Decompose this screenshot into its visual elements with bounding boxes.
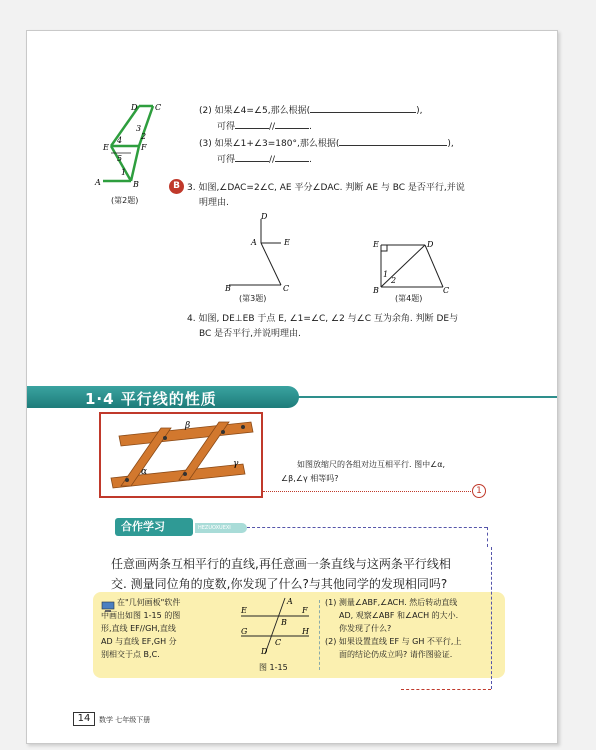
fig115-label-B: B	[281, 618, 287, 627]
activity-dash-bottom	[401, 689, 491, 690]
figure-3	[223, 213, 303, 293]
fig2-label-3: 3	[136, 124, 142, 133]
page-number: 14	[73, 712, 95, 726]
fig3-label-E: E	[284, 238, 290, 247]
q2-line1: (2) 如果∠4=∠5,那么根据( ),	[199, 103, 423, 118]
activity-left-line-4: AD 与直线 EF,GH 分	[101, 637, 177, 646]
activity-dash-right	[491, 547, 492, 689]
activity-right-line-2: AD, 观察∠ABF 和∠ACH 的大小.	[339, 611, 459, 620]
fig115-label-F: F	[302, 606, 308, 615]
fig4-caption: (第4题)	[395, 294, 423, 303]
q3-line2: 明理由.	[199, 198, 229, 208]
fig2-label-5: 5	[117, 154, 123, 163]
fig4-label-B: B	[373, 286, 379, 295]
fig2-label-A: A	[95, 178, 101, 187]
photo-label-beta: β	[185, 421, 191, 431]
intro-line2: ∠β,∠γ 相等吗?	[281, 474, 339, 483]
figure-1-15	[239, 596, 311, 656]
q2-line2: 可得 // .	[217, 119, 312, 134]
fig2-label-B: B	[133, 180, 139, 189]
fig115-label-G: G	[241, 627, 248, 636]
activity-right-line-1: (1) 测量∠ABF,∠ACH. 然后转动直线	[325, 598, 458, 607]
fig115-label-D: D	[261, 647, 268, 656]
activity-right-line-3: 你发现了什么?	[339, 624, 392, 633]
activity-right-line-5: 面的结论仍成立吗? 请作图验证.	[339, 650, 453, 659]
level-b-badge: B	[169, 179, 184, 194]
textbook-page	[26, 30, 558, 744]
activity-left-line-5: 别相交于点 B,C.	[101, 650, 160, 659]
activity-right-text	[325, 596, 501, 661]
footer-book-title: 数学 七年级下册	[99, 716, 151, 724]
main-line1: 任意画两条互相平行的直线,再任意画一条直线与这两条平行线相	[111, 557, 451, 571]
fig3-caption: (第3题)	[239, 294, 267, 303]
fig4-label-E: E	[373, 240, 379, 249]
fig2-label-2: 2	[141, 132, 147, 141]
marker-circle-1: 1	[472, 484, 486, 498]
fig3-label-B: B	[225, 284, 231, 293]
fig3-label-C: C	[283, 284, 290, 293]
q4-line2: BC 是否平行,并说明理由.	[199, 329, 301, 339]
fig115-caption: 图 1-15	[259, 663, 288, 672]
section-title: 1·4 平行线的性质	[85, 390, 217, 408]
figure-2	[91, 101, 161, 193]
fig3-label-A: A	[251, 238, 257, 247]
coop-learning-sub: HEZUOXUEXI	[195, 523, 247, 533]
q3-top-line2: 可得 // .	[217, 152, 312, 167]
fig115-label-E: E	[241, 606, 247, 615]
pantograph-photo	[99, 412, 263, 498]
activity-left-text	[101, 596, 209, 661]
fig115-label-H: H	[302, 627, 309, 636]
activity-left-line-1: 在"几何画板"软件	[117, 598, 181, 607]
q3-top-line1: (3) 如果∠1+∠3=180°,那么根据( ),	[199, 136, 454, 151]
fig2-label-4: 4	[117, 136, 123, 145]
fig115-label-C: C	[275, 638, 282, 647]
q4-line1: 4. 如图, DE⊥EB 于点 E, ∠1=∠C, ∠2 与∠C 互为余角. 判断 DE与	[187, 314, 459, 324]
fig2-label-1: 1	[121, 168, 127, 177]
main-line2: 交. 测量同位角的度数,你发现了什么?与其他同学的发现相同吗?	[111, 577, 448, 591]
fig2-label-C: C	[155, 103, 161, 112]
activity-left-line-2: 中画出如图 1-15 的图	[101, 611, 181, 620]
fig2-label-E: E	[103, 143, 109, 152]
fig4-label-2: 2	[391, 276, 397, 285]
fig2-label-D: D	[131, 103, 138, 112]
fig4-label-C: C	[443, 286, 450, 295]
figure-4	[371, 239, 451, 295]
section-banner	[27, 384, 558, 410]
coop-dash-vertical	[487, 527, 488, 547]
activity-left-line-3: 形,直线 EF//GH,直线	[101, 624, 176, 633]
fig115-label-A: A	[287, 597, 293, 606]
fig3-label-D: D	[261, 213, 268, 221]
coop-learning-tag: 合作学习	[115, 518, 193, 536]
photo-label-alpha: α	[141, 467, 148, 477]
activity-box	[93, 592, 505, 678]
photo-label-gamma: γ	[233, 459, 239, 469]
q3-line1: 3. 如图,∠DAC=2∠C, AE 平分∠DAC. 判断 AE 与 BC 是否平行,并说	[187, 183, 465, 193]
activity-divider	[319, 600, 320, 670]
fig2-caption: (第2题)	[111, 196, 139, 205]
intro-dotted-line	[263, 491, 471, 492]
coop-dash-line	[247, 527, 487, 528]
main-task-text	[111, 554, 491, 594]
fig4-label-1: 1	[383, 270, 389, 279]
fig4-label-D: D	[427, 240, 434, 249]
activity-right-line-4: (2) 如果设置直线 EF 与 GH 不平行,上	[325, 637, 462, 646]
fig2-label-F: F	[141, 143, 147, 152]
intro-line1: 如图放缩尺的各组对边互相平行. 图中∠α,	[297, 460, 446, 469]
